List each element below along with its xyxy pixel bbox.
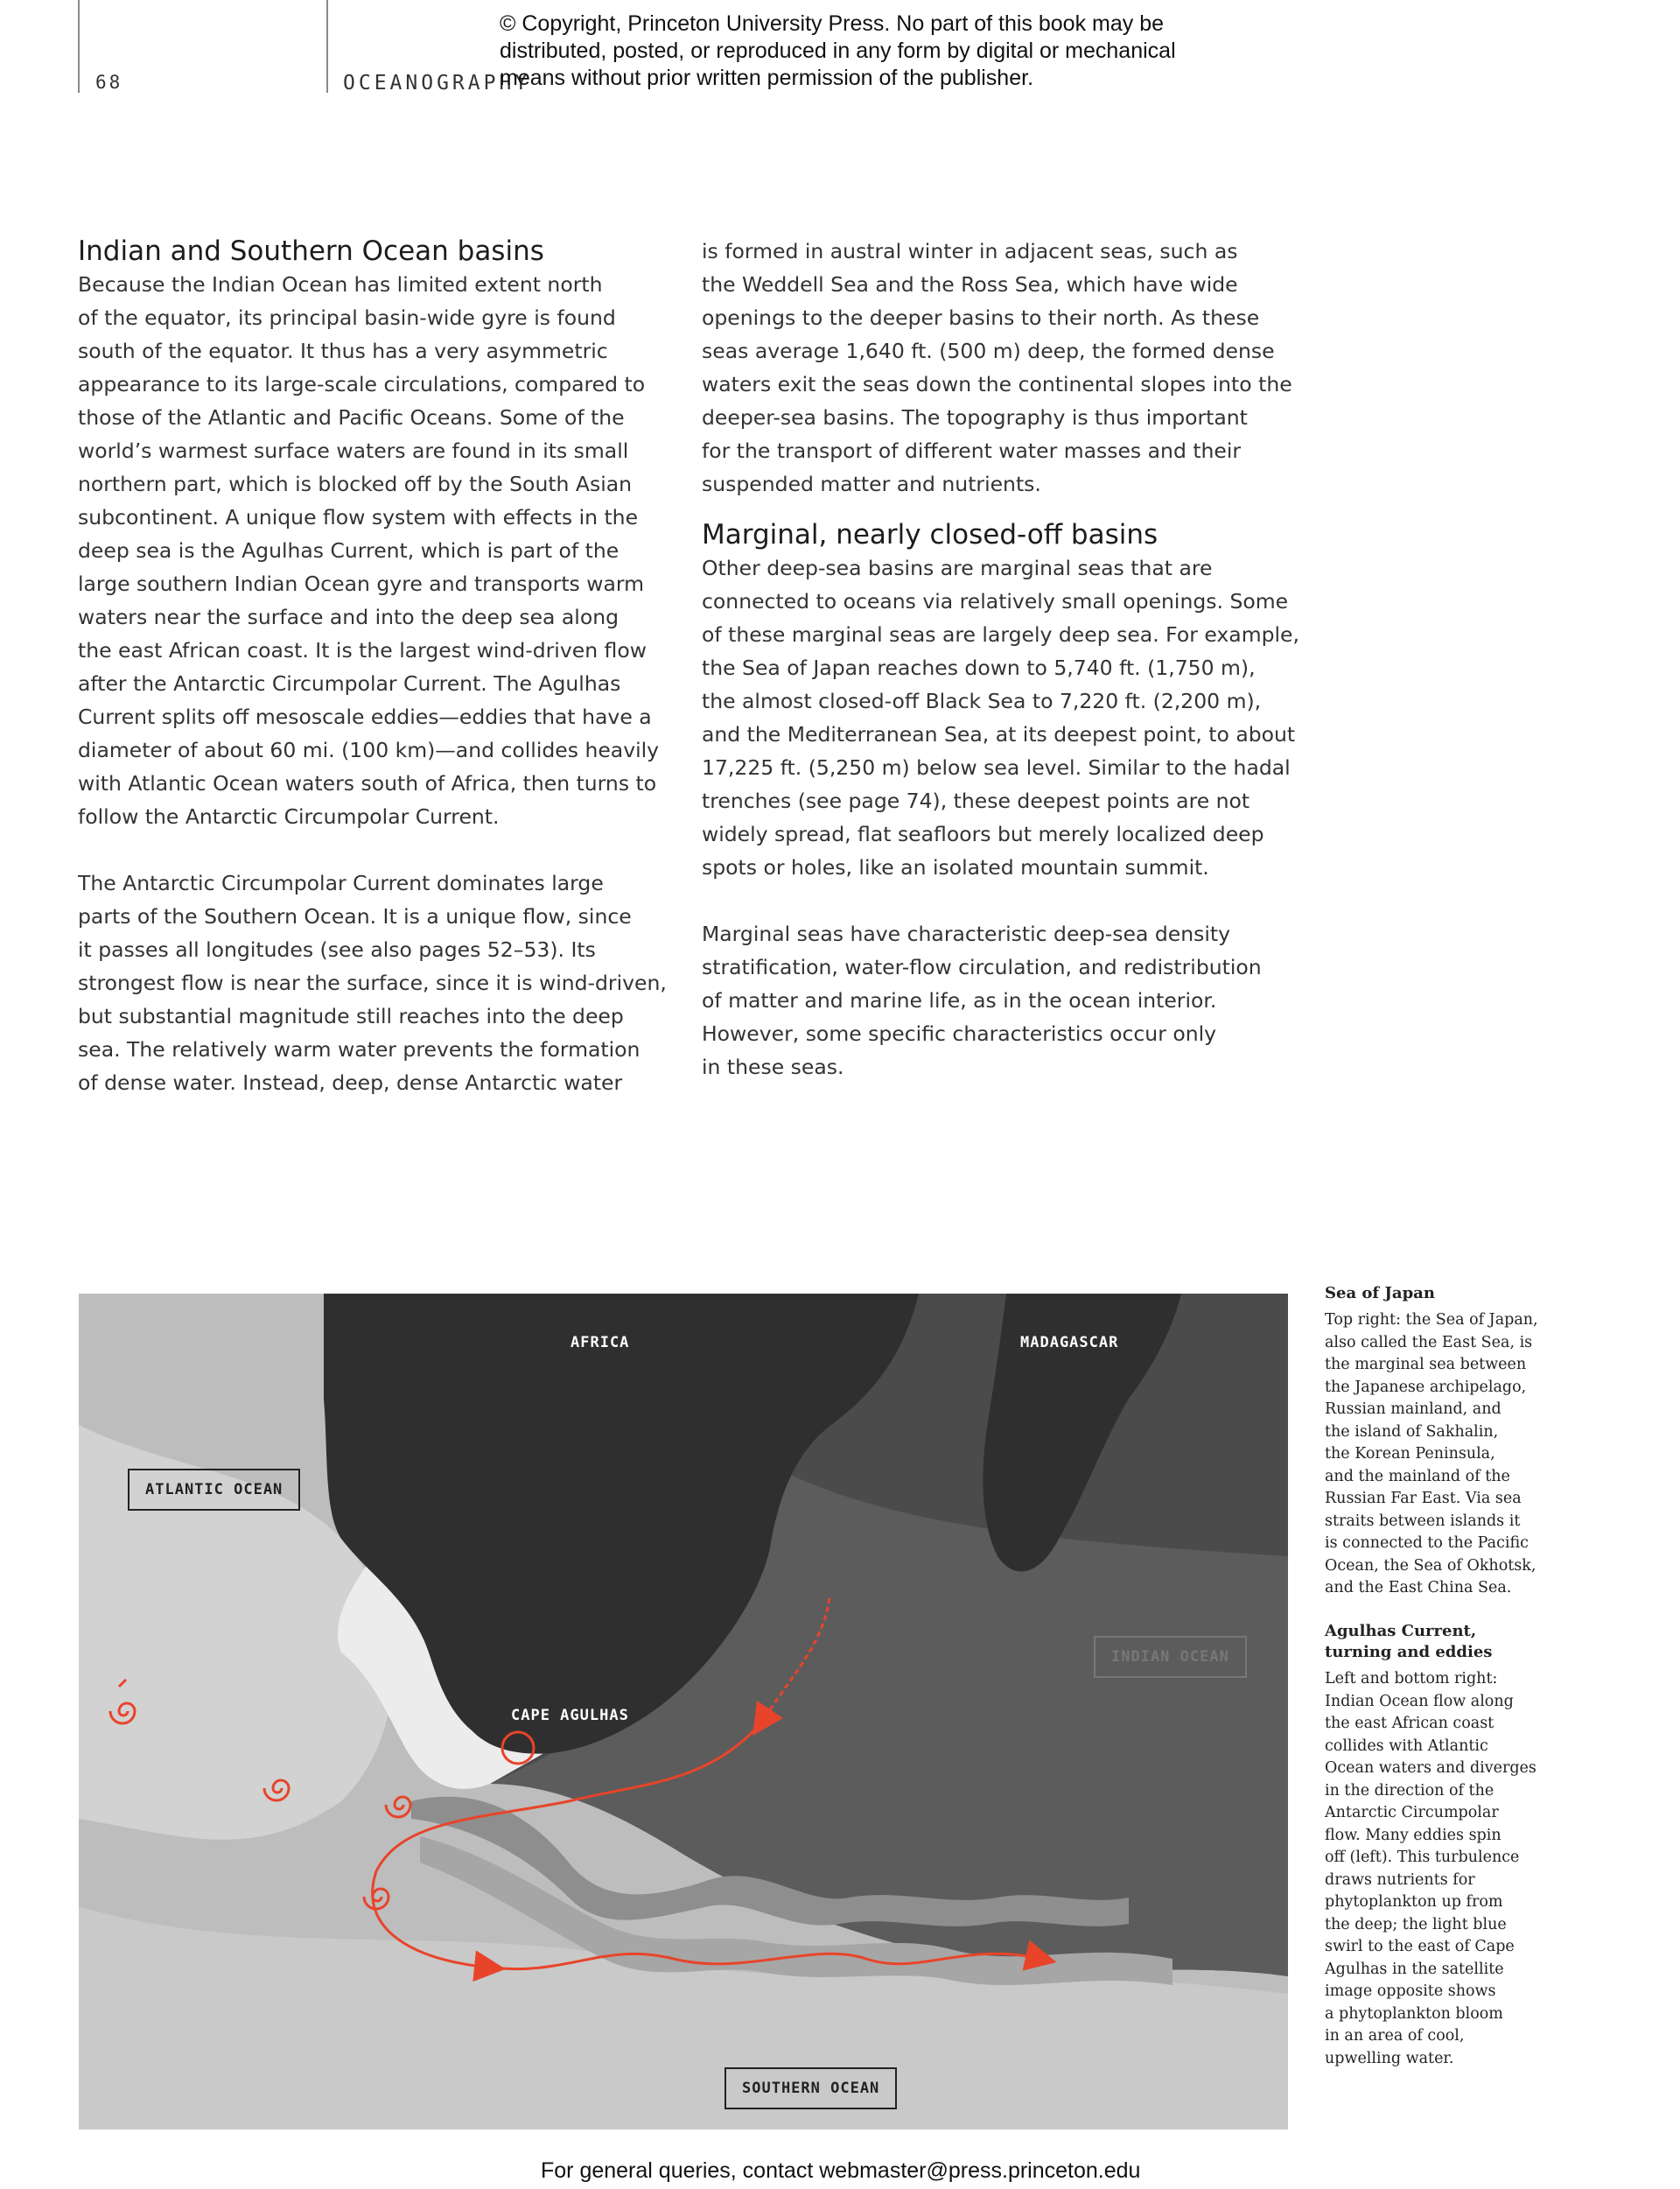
text-line: strongest flow is near the surface, since it is wind-driven,	[78, 971, 667, 995]
running-head: OCEANOGRAPHY	[343, 72, 531, 95]
caption-agulhas	[1325, 1621, 1544, 2070]
text-line: waters exit the seas down the continental slopes into the	[702, 372, 1292, 396]
text-line: those of the Atlantic and Pacific Oceans. Some of the	[78, 405, 625, 430]
caption-line: and the East China Sea.	[1325, 1579, 1512, 1596]
caption-line: off (left). This turbulence	[1325, 1849, 1520, 1866]
paragraph-marginal-seas	[702, 551, 1314, 884]
text-line: of matter and marine life, as in the ocean interior.	[702, 988, 1217, 1013]
section-heading-marginal: Marginal, nearly closed-off basins	[702, 519, 1158, 551]
text-line: deeper-sea basins. The topography is thus important	[702, 405, 1248, 430]
text-line: but substantial magnitude still reaches into the deep	[78, 1004, 624, 1028]
text-line: and the Mediterranean Sea, at its deepest point, to about	[702, 722, 1296, 747]
caption-line: the deep; the light blue	[1325, 1915, 1507, 1933]
caption-line: a phytoplankton bloom	[1325, 2004, 1503, 2023]
text-line: connected to oceans via relatively small openings. Some	[702, 589, 1289, 614]
text-line: large southern Indian Ocean gyre and transports warm	[78, 572, 645, 596]
copyright-line: means without prior written permission of the publisher.	[500, 66, 1034, 90]
text-line: 17,225 ft. (5,250 m) below sea level. Similar to the hadal	[702, 755, 1291, 780]
caption-line: the island of Sakhalin,	[1325, 1422, 1499, 1441]
left-column	[78, 235, 673, 1099]
caption-title	[1325, 1621, 1544, 1663]
caption-line: the east African coast	[1325, 1715, 1494, 1732]
caption-line: Indian Ocean flow along	[1325, 1692, 1514, 1710]
paragraph-circumpolar	[78, 866, 673, 1099]
caption-line: Top right: the Sea of Japan,	[1325, 1311, 1538, 1329]
label-indian-ocean: INDIAN OCEAN	[1094, 1636, 1247, 1678]
text-line: Current splits off mesoscale eddies—eddies that have a	[78, 705, 652, 729]
text-line: with Atlantic Ocean waters south of Africa, then turns to	[78, 771, 657, 796]
text-line: for the transport of different water masses and their	[702, 439, 1242, 463]
text-line: Marginal seas have characteristic deep-sea density	[702, 922, 1231, 946]
caption-body	[1325, 1668, 1544, 2070]
text-line: trenches (see page 74), these deepest points are not	[702, 789, 1250, 813]
caption-line: Russian Far East. Via sea	[1325, 1490, 1522, 1507]
text-line: of these marginal seas are largely deep sea. For example,	[702, 622, 1299, 647]
caption-line: in an area of cool,	[1325, 2027, 1465, 2045]
text-line: follow the Antarctic Circumpolar Current.	[78, 804, 500, 829]
caption-line: the Korean Peninsula,	[1325, 1445, 1495, 1463]
page-number: 68	[95, 72, 123, 93]
caption-line: upwelling water.	[1325, 2049, 1454, 2067]
text-line: The Antarctic Circumpolar Current dominates large	[78, 871, 604, 895]
caption-line: the marginal sea between	[1325, 1356, 1527, 1373]
caption-body	[1325, 1309, 1544, 1600]
caption-line: Ocean waters and diverges	[1325, 1759, 1536, 1777]
agulhas-current-map	[79, 1294, 1288, 2129]
text-line: diameter of about 60 mi. (100 km)—and collides heavily	[78, 738, 660, 762]
paragraph-dense-water	[702, 235, 1314, 501]
text-line: spots or holes, like an isolated mountain summit.	[702, 855, 1209, 880]
caption-line: and the mainland of the	[1325, 1467, 1510, 1485]
section-heading-indian-southern: Indian and Southern Ocean basins	[78, 235, 544, 267]
text-line: deep sea is the Agulhas Current, which is part of the	[78, 538, 620, 563]
text-line: is formed in austral winter in adjacent seas, such as	[702, 239, 1238, 263]
label-atlantic-ocean: ATLANTIC OCEAN	[128, 1469, 300, 1511]
text-line: the almost closed-off Black Sea to 7,220 ft. (2,200 m),	[702, 689, 1262, 713]
caption-line: image opposite shows	[1325, 1982, 1496, 2000]
caption-line: draws nutrients for	[1325, 1870, 1475, 1889]
header-rule-right	[326, 0, 328, 93]
text-line: the east African coast. It is the largest wind-driven flow	[78, 638, 647, 663]
text-line: sea. The relatively warm water prevents the formation	[78, 1037, 640, 1062]
caption-line: Antarctic Circumpolar	[1325, 1804, 1499, 1821]
text-line: after the Antarctic Circumpolar Current. The Agulhas	[78, 671, 621, 696]
caption-line: in the direction of the	[1325, 1781, 1494, 1800]
copyright-line: © Copyright, Princeton University Press. No part of this book may be	[500, 11, 1165, 36]
text-line: suspended matter and nutrients.	[702, 472, 1041, 496]
label-africa: AFRICA	[570, 1334, 630, 1351]
caption-line: the Japanese archipelago,	[1325, 1378, 1527, 1396]
caption-line: Ocean, the Sea of Okhotsk,	[1325, 1556, 1536, 1575]
caption-line: Russian mainland, and	[1325, 1400, 1502, 1418]
text-line: stratification, water-flow circulation, and redistribution	[702, 955, 1262, 979]
text-line: northern part, which is blocked off by the South Asian	[78, 472, 633, 496]
caption-line: is connected to the Pacific	[1325, 1534, 1529, 1552]
text-line: seas average 1,640 ft. (500 m) deep, the formed dense	[702, 339, 1275, 363]
text-line: Other deep-sea basins are marginal seas that are	[702, 556, 1213, 580]
right-column	[702, 235, 1314, 1084]
label-cape-agulhas: CAPE AGULHAS	[511, 1707, 629, 1724]
text-line: openings to the deeper basins to their north. As these	[702, 305, 1260, 330]
text-line: appearance to its large-scale circulations, compared to	[78, 372, 646, 396]
caption-line: Agulhas in the satellite	[1325, 1960, 1504, 1978]
caption-line: swirl to the east of Cape	[1325, 1938, 1515, 1955]
label-madagascar: MADAGASCAR	[1020, 1334, 1119, 1351]
caption-line: phytoplankton up from	[1325, 1893, 1503, 1911]
paragraph-stratification	[702, 917, 1314, 1084]
text-line: in these seas.	[702, 1055, 844, 1079]
footer-contact: For general queries, contact webmaster@press.princeton.edu	[541, 2158, 1141, 2183]
text-line: the Weddell Sea and the Ross Sea, which have wide	[702, 272, 1238, 297]
caption-sea-of-japan	[1325, 1283, 1544, 1600]
caption-title-line: Agulhas Current,	[1325, 1622, 1477, 1640]
text-line: it passes all longitudes (see also pages 52–53). Its	[78, 937, 596, 962]
caption-line: straits between islands it	[1325, 1512, 1521, 1530]
text-line: south of the equator. It thus has a very asymmetric	[78, 339, 608, 363]
text-line: the Sea of Japan reaches down to 5,740 ft. (1,750 m),	[702, 656, 1256, 680]
header-rule-left	[78, 0, 80, 93]
text-line: parts of the Southern Ocean. It is a unique flow, since	[78, 904, 632, 929]
caption-line: flow. Many eddies spin	[1325, 1826, 1502, 1844]
caption-line: Left and bottom right:	[1325, 1670, 1498, 1687]
copyright-line: distributed, posted, or reproduced in any form by digital or mechanical	[500, 39, 1176, 63]
text-line: widely spread, flat seafloors but merely localized deep	[702, 822, 1264, 846]
paragraph-indian-ocean	[78, 268, 673, 833]
label-southern-ocean: SOUTHERN OCEAN	[724, 2067, 897, 2109]
caption-line: collides with Atlantic	[1325, 1736, 1488, 1755]
text-line: waters near the surface and into the deep sea along	[78, 605, 620, 629]
copyright-notice	[500, 11, 1200, 92]
text-line: However, some specific characteristics occur only	[702, 1021, 1217, 1046]
text-line: of dense water. Instead, deep, dense Antarctic water	[78, 1070, 623, 1095]
text-line: world’s warmest surface waters are found in its small	[78, 439, 629, 463]
caption-title: Sea of Japan	[1325, 1284, 1435, 1302]
map-graphic	[79, 1294, 1288, 2129]
text-line: of the equator, its principal basin-wide gyre is found	[78, 305, 616, 330]
text-line: subcontinent. A unique flow system with effects in the	[78, 505, 639, 530]
text-line: Because the Indian Ocean has limited extent north	[78, 272, 603, 297]
caption-title-line: turning and eddies	[1325, 1643, 1493, 1661]
caption-line: also called the East Sea, is	[1325, 1333, 1533, 1351]
